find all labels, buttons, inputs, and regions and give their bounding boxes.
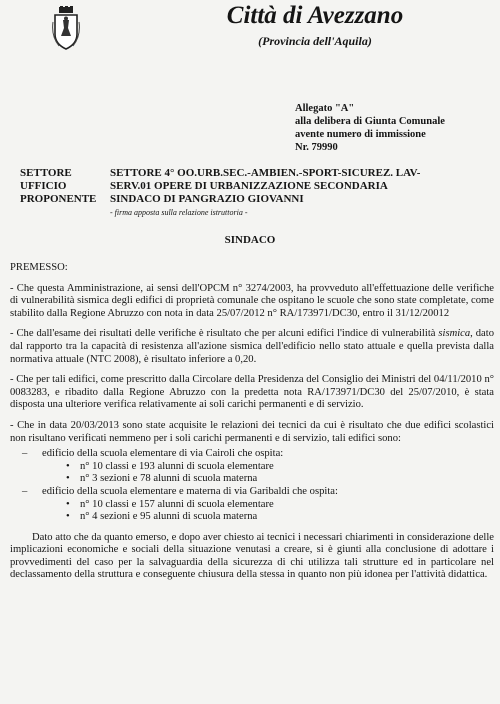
paragraph: - Che in data 20/03/2013 sono state acquisite le relazioni dei tecnici da cui è risultato che due edifici scolastici non risultano verificati nemmeno per i soli carichi permanenti e di servizio, tali edifici sono: (10, 419, 494, 444)
document-body (10, 262, 494, 590)
list-item: • n° 10 classi e 193 alunni di scuola elementare (66, 460, 274, 472)
allegato-line: alla delibera di Giunta Comunale (295, 116, 445, 127)
list-item: – edificio della scuola elementare e materna di via Garibaldi che ospita: (22, 485, 338, 497)
paragraph: - Che questa Amministrazione, ai sensi dell'OPCM n° 3274/2003, ha provveduto all'effettuazione delle verifiche di vulnerabilità sismica degli edifici di proprietà comunale che ospitano le scuole che sono state completate, come stabilito dalla Regione Abruzzo con nota in data 25/07/2012 n° RA/173971/DC30, entro il 31/12/20012 (10, 282, 494, 319)
allegato-line: avente numero di immissione (295, 129, 426, 140)
settore-block (20, 167, 490, 206)
allegato-number: Nr. 79990 (295, 142, 338, 153)
list-item: – edificio della scuola elementare di via Cairoli che ospita: (22, 448, 284, 460)
paragraph: - Che per tali edifici, come prescritto dalla Circolare della Presidenza del Consiglio dei Ministri del 04/11/2010 n° 0083283, e ribadito dalla Regione Abruzzo con la predetta nota RA/173971/DC30 del 25/07/2010, è stata disposta una ulteriore verifica relativamente ai soli carichi permanenti e di servizio. (10, 374, 494, 411)
allegato-block (295, 102, 445, 154)
settore-label: SETTORE (20, 167, 72, 179)
premesso-label: PREMESSO: (10, 262, 68, 273)
settore-value: SETTORE 4° OO.URB.SEC.-AMBIEN.-SPORT-SICUREZ. LAV- (110, 167, 421, 179)
province-name: (Provincia dell'Aquila) (258, 34, 372, 48)
ufficio-label: UFFICIO (20, 180, 67, 192)
paragraph: - Che dall'esame dei risultati delle verifiche è risultato che per alcuni edifici l'indice di vulnerabilità sismica, dato dal rapporto tra la capacità di resistenza all'azione sismica dell'edificio nello stato attuale e quella prevista dalla normativa attuale (NTC 2008), è risultato inferiore a 0,20. (10, 328, 494, 365)
section-heading: SINDACO (224, 234, 276, 246)
allegato-title: Allegato "A" (295, 103, 355, 114)
school-list (10, 448, 494, 524)
paragraph: Dato atto che da quanto emerso, e dopo aver chiesto ai tecnici i necessari chiarimenti in considerazione delle implicazioni economiche e sociali della situazione venutasi a creare, si è giunti alla conclusione di adottare i provvedimenti del caso per la salvaguardia della sicurezza di chi utilizza tali strutture ed in particolare nel declassamento della struttura e conseguente chiusura della stessa in quanto non più idonea per l'attività didattica. (10, 531, 494, 581)
proponente-label: PROPONENTE (20, 193, 97, 205)
city-crest-icon (51, 6, 81, 50)
ufficio-value: SERV.01 OPERE DI URBANIZZAZIONE SECONDARIA (110, 180, 388, 192)
list-item: • n° 3 sezioni e 78 alunni di scuola materna (66, 473, 258, 485)
ufficio-row (20, 180, 490, 193)
proponente-value: SINDACO DI PANGRAZIO GIOVANNI (110, 193, 304, 205)
firma-note: - firma apposta sulla relazione istruttoria - (110, 208, 248, 217)
city-name: Città di Avezzano (226, 2, 404, 29)
proponente-row (20, 193, 490, 206)
list-item: • n° 10 classi e 157 alunni di scuola elementare (66, 498, 274, 510)
settore-row (20, 167, 490, 180)
list-item: • n° 4 sezioni e 95 alunni di scuola materna (66, 511, 258, 523)
